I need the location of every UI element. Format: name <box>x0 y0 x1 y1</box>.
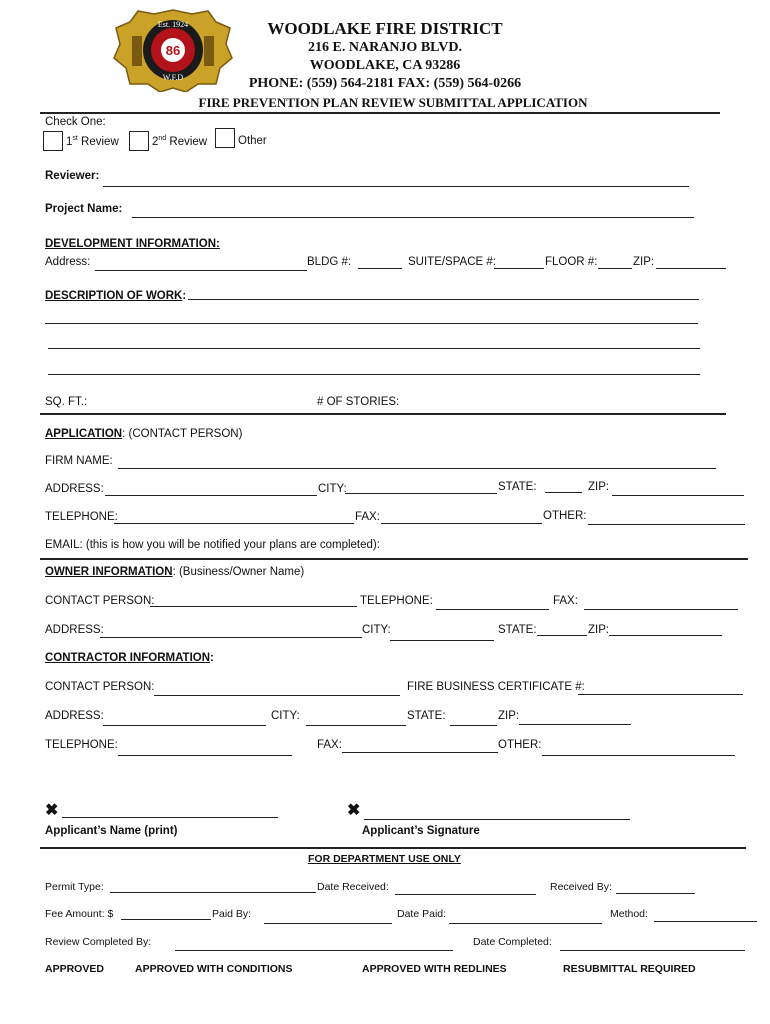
contractor-contact-label: CONTACT PERSON: <box>45 681 155 693</box>
app-zip-field[interactable] <box>612 495 744 496</box>
contractor-zip-label: ZIP: <box>498 710 520 722</box>
app-state-label: STATE: <box>498 481 537 493</box>
method-field[interactable] <box>654 921 757 922</box>
name-x-mark: ✖ <box>45 802 59 819</box>
org-city: WOODLAKE, CA 93286 <box>309 58 461 73</box>
received-by-field[interactable] <box>616 893 695 894</box>
description-line-2[interactable] <box>45 323 698 324</box>
description-heading: DESCRIPTION OF WORK: <box>45 290 187 302</box>
app-zip-label: ZIP: <box>588 481 610 493</box>
app-firm-label: FIRM NAME: <box>45 455 113 467</box>
contractor-address-field[interactable] <box>103 725 266 726</box>
stories-label: # OF STORIES: <box>317 396 400 408</box>
dev-floor-label: FLOOR #: <box>545 256 598 268</box>
contractor-city-field[interactable] <box>306 725 406 726</box>
date-completed-field[interactable] <box>560 950 745 951</box>
logo-number: 86 <box>165 43 181 58</box>
org-street: 216 E. NARANJO BLVD. <box>308 40 462 55</box>
department-heading: FOR DEPARTMENT USE ONLY <box>308 853 461 865</box>
second-review-label: 2nd Review <box>152 135 208 148</box>
fee-amount-label: Fee Amount: $ <box>45 908 114 920</box>
review-completed-by-field[interactable] <box>175 950 453 951</box>
title-rule <box>40 112 720 114</box>
development-heading: DEVELOPMENT INFORMATION: <box>45 238 220 250</box>
logo-top-text: Est. 1924 <box>157 20 189 29</box>
dev-address-label: Address: <box>45 256 91 268</box>
permit-type-label: Permit Type: <box>45 881 104 893</box>
date-paid-field[interactable] <box>449 923 602 924</box>
paid-by-field[interactable] <box>264 923 392 924</box>
first-review-checkbox[interactable] <box>43 131 63 151</box>
project-name-field[interactable] <box>132 217 694 218</box>
dev-suite-label: SUITE/SPACE #: <box>408 256 496 268</box>
app-email-label: EMAIL: (this is how you will be notified your plans are completed): <box>45 539 380 551</box>
description-line-1[interactable] <box>188 299 699 300</box>
second-review-checkbox[interactable] <box>129 131 149 151</box>
fee-amount-field[interactable] <box>121 919 211 920</box>
form-title: FIRE PREVENTION PLAN REVIEW SUBMITTAL APPLICATION <box>198 95 588 110</box>
dev-zip-field[interactable] <box>656 268 726 269</box>
owner-contact-label: CONTACT PERSON: <box>45 595 155 607</box>
app-address-label: ADDRESS: <box>45 483 104 495</box>
permit-type-field[interactable] <box>110 892 316 893</box>
app-telephone-label: TELEPHONE: <box>45 511 118 523</box>
applicant-signature-label: Applicant’s Signature <box>362 825 480 837</box>
app-address-field[interactable] <box>105 495 317 496</box>
app-city-label: CITY: <box>318 483 347 495</box>
app-fax-field[interactable] <box>381 523 542 524</box>
contractor-address-label: ADDRESS: <box>45 710 104 722</box>
org-name: WOODLAKE FIRE DISTRICT <box>267 19 503 38</box>
owner-contact-field[interactable] <box>150 606 357 607</box>
owner-zip-label: ZIP: <box>588 624 610 636</box>
dev-bldg-field[interactable] <box>358 268 402 269</box>
owner-city-field[interactable] <box>390 640 494 641</box>
contractor-city-label: CITY: <box>271 710 300 722</box>
app-other-field[interactable] <box>588 524 745 525</box>
owner-telephone-label: TELEPHONE: <box>360 595 433 607</box>
approved-with-conditions-option[interactable]: APPROVED WITH CONDITIONS <box>135 963 293 975</box>
contractor-fax-label: FAX: <box>317 739 342 751</box>
app-other-label: OTHER: <box>543 510 587 522</box>
app-telephone-field[interactable] <box>114 523 354 524</box>
reviewer-field[interactable] <box>103 186 689 187</box>
logo-bottom-text: W.F.D <box>162 73 184 82</box>
contractor-state-field[interactable] <box>450 725 497 726</box>
paid-by-label: Paid By: <box>212 908 252 920</box>
applicant-name-label: Applicant’s Name (print) <box>45 825 178 837</box>
owner-state-field[interactable] <box>537 635 587 636</box>
contractor-telephone-label: TELEPHONE: <box>45 739 118 751</box>
section-rule-2 <box>40 558 748 560</box>
date-paid-label: Date Paid: <box>397 908 447 920</box>
app-city-field[interactable] <box>345 493 497 494</box>
contractor-contact-field[interactable] <box>154 695 400 696</box>
org-phone: PHONE: (559) 564-2181 FAX: (559) 564-0266 <box>248 76 522 91</box>
received-by-label: Received By: <box>550 881 612 893</box>
section-rule-3 <box>40 847 746 849</box>
first-review-label: 1st Review <box>66 135 119 148</box>
contractor-certificate-field[interactable] <box>578 694 743 695</box>
owner-city-label: CITY: <box>362 624 391 636</box>
dev-bldg-label: BLDG #: <box>307 256 352 268</box>
owner-zip-field[interactable] <box>609 635 722 636</box>
date-completed-label: Date Completed: <box>473 936 552 948</box>
description-line-3[interactable] <box>48 348 700 349</box>
owner-address-field[interactable] <box>100 637 362 638</box>
contractor-other-label: OTHER: <box>498 739 542 751</box>
owner-telephone-field[interactable] <box>436 609 549 610</box>
applicant-name-field[interactable] <box>62 817 278 818</box>
owner-state-label: STATE: <box>498 624 537 636</box>
contractor-fax-field[interactable] <box>342 752 498 753</box>
dev-floor-field[interactable] <box>598 268 632 269</box>
approved-option[interactable]: APPROVED <box>45 963 104 975</box>
dev-zip-label: ZIP: <box>633 256 655 268</box>
contractor-zip-field[interactable] <box>519 724 631 725</box>
application-heading: APPLICATION: (CONTACT PERSON) <box>45 428 243 440</box>
resubmittal-required-option[interactable]: RESUBMITTAL REQUIRED <box>563 963 696 975</box>
reviewer-label: Reviewer: <box>45 170 100 182</box>
check-one-label: Check One: <box>45 116 106 128</box>
contractor-other-field[interactable] <box>542 755 735 756</box>
review-completed-by-label: Review Completed By: <box>45 936 152 948</box>
contractor-state-label: STATE: <box>407 710 446 722</box>
method-label: Method: <box>610 908 648 920</box>
date-received-label: Date Received: <box>317 881 389 893</box>
project-name-label: Project Name: <box>45 203 123 215</box>
contractor-certificate-label: FIRE BUSINESS CERTIFICATE #: <box>407 681 585 693</box>
owner-heading: OWNER INFORMATION: (Business/Owner Name) <box>45 566 305 578</box>
applicant-signature-field[interactable] <box>364 819 630 820</box>
other-review-checkbox[interactable] <box>215 128 235 148</box>
sqft-label: SQ. FT.: <box>45 396 88 408</box>
app-state-field[interactable] <box>545 492 582 493</box>
other-review-label: Other <box>238 135 267 147</box>
dev-suite-field[interactable] <box>494 268 544 269</box>
date-received-field[interactable] <box>395 894 536 895</box>
description-line-4[interactable] <box>48 374 700 375</box>
section-rule-1 <box>40 413 726 415</box>
owner-address-label: ADDRESS: <box>45 624 104 636</box>
owner-fax-field[interactable] <box>584 609 738 610</box>
contractor-telephone-field[interactable] <box>118 755 292 756</box>
owner-fax-label: FAX: <box>553 595 578 607</box>
dev-address-field[interactable] <box>95 270 307 271</box>
contractor-heading: CONTRACTOR INFORMATION: <box>45 652 214 664</box>
approved-with-redlines-option[interactable]: APPROVED WITH REDLINES <box>362 963 507 975</box>
app-fax-label: FAX: <box>355 511 380 523</box>
app-firm-field[interactable] <box>118 468 716 469</box>
signature-x-mark: ✖ <box>347 802 361 819</box>
